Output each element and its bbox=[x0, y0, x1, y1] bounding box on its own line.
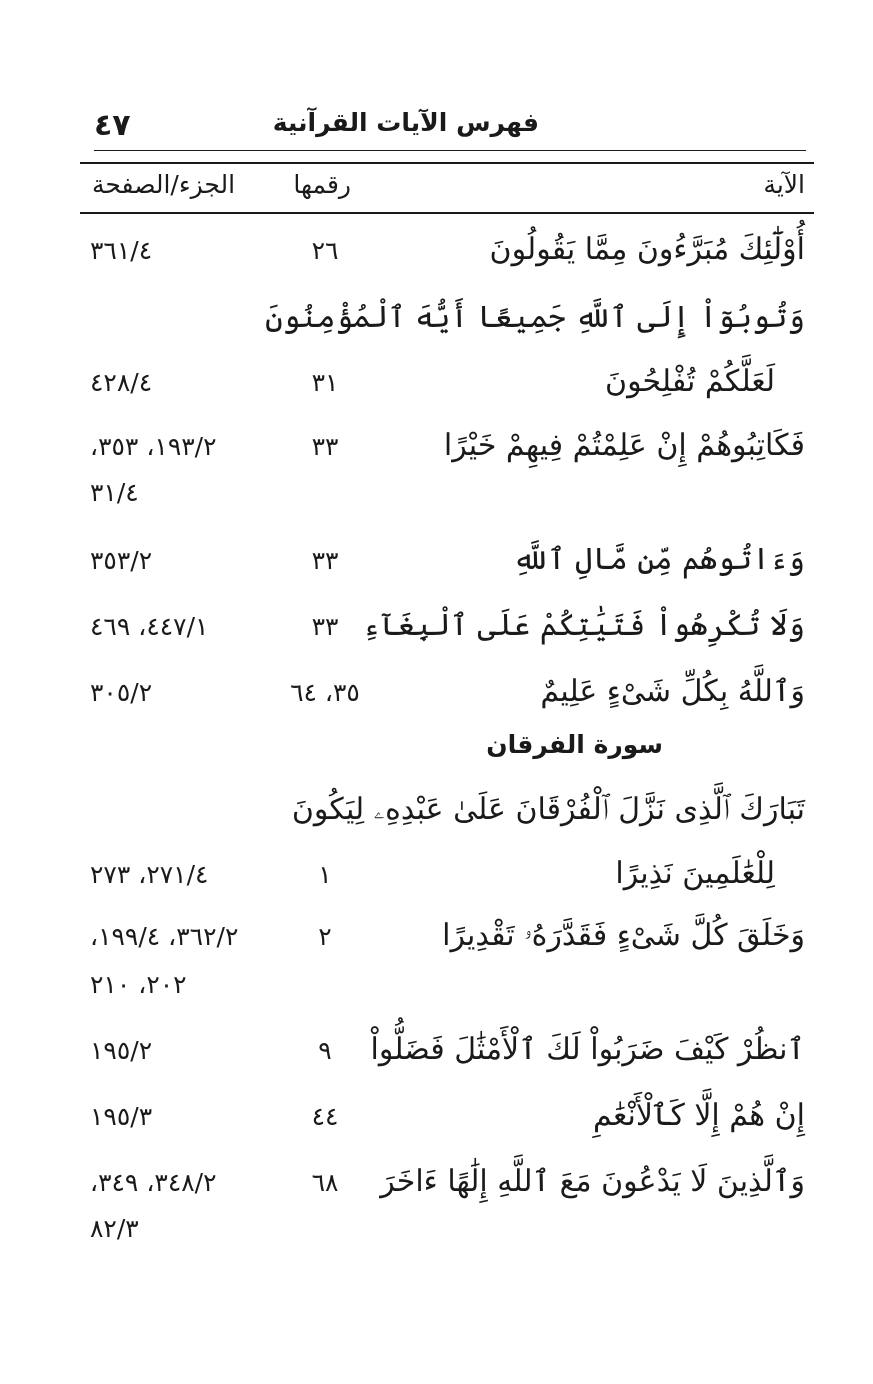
verse-text: وَلَا تُكْرِهُواْ فَتَيَٰتِكُمْ عَلَى ٱلْبِغَآءِ bbox=[362, 608, 805, 643]
running-title: فهرس الآيات القرآنية bbox=[272, 108, 539, 137]
page-reference: ١٩٥/٣ bbox=[90, 1102, 153, 1131]
column-header-page: الجزء/الصفحة bbox=[92, 170, 236, 199]
verse-number: ٣٣ bbox=[311, 612, 339, 641]
page-reference-continued: ٣١/٤ bbox=[90, 478, 139, 507]
table-row bbox=[0, 364, 873, 414]
page-number: ٤٧ bbox=[94, 108, 131, 143]
verse-number: ٣٥، ٦٤ bbox=[290, 678, 360, 707]
verse-text: تَبَارَكَ ٱلَّذِى نَزَّلَ ٱلْفُرْقَانَ عَلَىٰ عَبْدِهِۦ لِيَكُونَ bbox=[291, 792, 805, 827]
page-reference: ٤٢٨/٤ bbox=[90, 368, 153, 397]
table-row bbox=[0, 232, 873, 282]
page-reference: ٣٦٢/٢، ١٩٩/٤، bbox=[90, 922, 239, 951]
surah-heading: سورة الفرقان bbox=[486, 730, 663, 759]
verse-text: وَٱللَّهُ بِكُلِّ شَىْءٍ عَلِيمٌ bbox=[540, 674, 805, 709]
page-reference-continued: ٢٠٢، ٢١٠ bbox=[90, 970, 187, 999]
verse-text: وَءَاتُوهُم مِّن مَّالِ ٱللَّهِ bbox=[512, 542, 805, 577]
table-row bbox=[0, 918, 873, 968]
page-reference: ٣٠٥/٢ bbox=[90, 678, 153, 707]
verse-text: وَتُوبُوٓاْ إِلَى ٱللَّهِ جَمِيعًا أَيُّهَ ٱلْمُؤْمِنُونَ bbox=[265, 300, 805, 335]
table-row bbox=[0, 792, 873, 842]
table-row bbox=[0, 674, 873, 724]
verse-text: وَخَلَقَ كُلَّ شَىْءٍ فَقَدَّرَهُۥ تَقْدِيرًا bbox=[442, 918, 805, 953]
table-row bbox=[0, 1164, 873, 1214]
verse-number: ٢٦ bbox=[311, 236, 339, 265]
verse-text: ٱنظُرْ كَيْفَ ضَرَبُواْ لَكَ ٱلْأَمْثَٰلَ فَضَلُّواْ bbox=[370, 1032, 805, 1067]
page-reference: ٢٧١/٤، ٢٧٣ bbox=[90, 860, 209, 889]
verse-text: أُوْلَٰٓئِكَ مُبَرَّءُونَ مِمَّا يَقُولُونَ bbox=[489, 232, 805, 267]
header-rule-top bbox=[94, 150, 806, 151]
page-reference: ٤٤٧/١، ٤٦٩ bbox=[90, 612, 209, 641]
column-header-verse: الآية bbox=[763, 170, 805, 199]
verse-number: ١ bbox=[318, 860, 332, 889]
verse-number: ٣٣ bbox=[311, 546, 339, 575]
table-row bbox=[0, 300, 873, 350]
table-row bbox=[0, 1098, 873, 1148]
verse-text: فَكَاتِبُوهُمْ إِنْ عَلِمْتُمْ فِيهِمْ خَيْرًا bbox=[443, 428, 805, 463]
table-row bbox=[0, 856, 873, 906]
column-header-number: رقمها bbox=[293, 170, 351, 199]
verse-text: لِلْعَٰلَمِينَ نَذِيرًا bbox=[615, 856, 775, 891]
verse-number: ٣٣ bbox=[311, 432, 339, 461]
verse-text: إِنْ هُمْ إِلَّا كَٱلْأَنْعَٰمِ bbox=[593, 1098, 805, 1133]
header-rule-mid bbox=[80, 162, 814, 164]
verse-number: ٦٨ bbox=[311, 1168, 339, 1197]
table-row bbox=[0, 1032, 873, 1082]
header-rule-bottom bbox=[80, 212, 814, 214]
verse-number: ٤٤ bbox=[311, 1102, 339, 1131]
page-reference: ١٩٥/٢ bbox=[90, 1036, 153, 1065]
table-row bbox=[0, 542, 873, 592]
verse-number: ٩ bbox=[318, 1036, 332, 1065]
page-reference-continued: ٨٢/٣ bbox=[90, 1214, 139, 1243]
verse-text: لَعَلَّكُمْ تُفْلِحُونَ bbox=[605, 364, 775, 399]
page-reference: ٣٤٨/٢، ٣٤٩، bbox=[90, 1168, 217, 1197]
page-reference: ١٩٣/٢، ٣٥٣، bbox=[90, 432, 217, 461]
page-reference: ٣٥٣/٢ bbox=[90, 546, 153, 575]
verse-number: ٢ bbox=[318, 922, 332, 951]
table-row bbox=[0, 428, 873, 478]
verse-text: وَٱلَّذِينَ لَا يَدْعُونَ مَعَ ٱللَّهِ إِلَٰهًا ءَاخَرَ bbox=[380, 1164, 805, 1199]
verse-number: ٣١ bbox=[311, 368, 339, 397]
table-row bbox=[0, 608, 873, 658]
page-reference: ٣٦١/٤ bbox=[90, 236, 153, 265]
